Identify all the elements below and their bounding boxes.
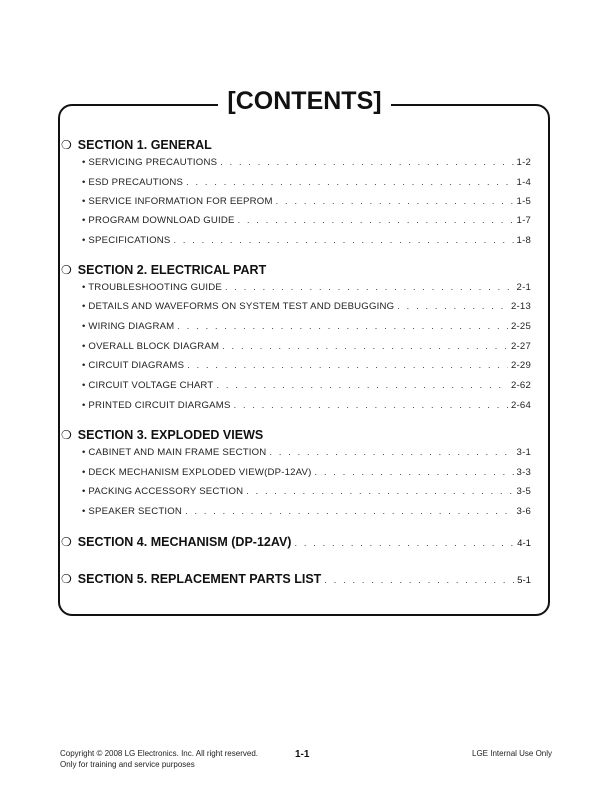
toc-entry-page: 2-25: [510, 321, 531, 332]
toc-entry[interactable]: [82, 467, 531, 478]
leader-dots: [276, 196, 514, 206]
usage-note: Only for training and service purposes: [60, 760, 195, 769]
leader-dots: [173, 235, 513, 245]
toc-entry[interactable]: [82, 447, 531, 458]
toc-entry-label: • CIRCUIT VOLTAGE CHART: [82, 380, 214, 391]
section-title: SECTION 1. GENERAL: [77, 138, 212, 152]
leader-dots: [216, 380, 508, 390]
toc-entry-label: • WIRING DIAGRAM: [82, 321, 175, 332]
toc-entry-label: • PROGRAM DOWNLOAD GUIDE: [82, 215, 235, 226]
toc-entry[interactable]: [82, 341, 531, 352]
section-4-entry[interactable]: [61, 535, 531, 549]
toc-entry-page: 1-5: [516, 196, 531, 207]
toc-entry-page: 1-4: [516, 177, 531, 188]
toc-entry-label: • SERVICING PRECAUTIONS: [82, 157, 218, 168]
toc-entry-page: 2-13: [510, 301, 531, 312]
toc-entry-page: 1-7: [516, 215, 531, 226]
leader-dots: [315, 467, 514, 477]
toc-entry[interactable]: [82, 400, 531, 411]
toc-entry-label: • CIRCUIT DIAGRAMS: [82, 360, 185, 371]
toc-entry[interactable]: [82, 177, 531, 188]
toc-entry-label: • TROUBLESHOOTING GUIDE: [82, 282, 222, 293]
toc-entry-label: • OVERALL BLOCK DIAGRAM: [82, 341, 220, 352]
page-number: 1-1: [295, 749, 310, 760]
leader-dots: [324, 575, 514, 585]
footer-copyright-block: [60, 748, 258, 770]
leader-dots: [186, 177, 513, 187]
ring-bullet-icon: ❍: [61, 535, 72, 549]
toc-entry-label: • SPECIFICATIONS: [82, 235, 171, 246]
toc-entry-label: • SPEAKER SECTION: [82, 506, 183, 517]
toc-entry[interactable]: [82, 301, 531, 312]
leader-dots: [177, 321, 508, 331]
toc-entry-label: • DETAILS AND WAVEFORMS ON SYSTEM TEST AND DEBUGGING: [82, 301, 395, 312]
section-5-entry[interactable]: [61, 572, 531, 586]
toc-entry[interactable]: [82, 282, 531, 293]
toc-entry-page: 3-3: [516, 467, 531, 478]
section-page: 5-1: [517, 575, 531, 586]
leader-dots: [238, 215, 514, 225]
ring-bullet-icon: ❍: [61, 263, 72, 277]
leader-dots: [185, 506, 513, 516]
toc-entry[interactable]: [82, 215, 531, 226]
leader-dots: [187, 360, 508, 370]
toc-entry-page: 2-1: [516, 282, 531, 293]
leader-dots: [220, 157, 513, 167]
toc-entry[interactable]: [82, 506, 531, 517]
leader-dots: [225, 282, 514, 292]
toc-entry[interactable]: [82, 486, 531, 497]
toc-entry[interactable]: [82, 321, 531, 332]
toc-entry-page: 2-27: [510, 341, 531, 352]
section-title: SECTION 5. REPLACEMENT PARTS LIST: [77, 572, 322, 586]
section-page: 4-1: [517, 538, 531, 549]
ring-bullet-icon: ❍: [61, 138, 72, 152]
toc-entry-label: • DECK MECHANISM EXPLODED VIEW(DP-12AV): [82, 467, 312, 478]
ring-bullet-icon: ❍: [61, 428, 72, 442]
section-title: SECTION 4. MECHANISM (DP-12AV): [77, 535, 292, 549]
section-3-heading[interactable]: [61, 428, 531, 442]
toc-entry-page: 2-29: [510, 360, 531, 371]
toc-entry-page: 1-2: [516, 157, 531, 168]
toc-entry-label: • CABINET AND MAIN FRAME SECTION: [82, 447, 267, 458]
copyright-text: Copyright © 2008 LG Electronics. Inc. All right reserved.: [60, 749, 258, 758]
leader-dots: [269, 447, 513, 457]
toc-entry[interactable]: [82, 196, 531, 207]
toc-entry-page: 2-62: [510, 380, 531, 391]
leader-dots: [397, 301, 508, 311]
internal-use-label: LGE Internal Use Only: [472, 749, 553, 758]
toc-entry[interactable]: [82, 380, 531, 391]
toc-entry-page: 1-8: [516, 235, 531, 246]
section-2-heading[interactable]: [61, 263, 531, 277]
page-title: [CONTENTS]: [0, 86, 609, 116]
ring-bullet-icon: ❍: [61, 572, 72, 586]
toc-entry[interactable]: [82, 360, 531, 371]
leader-dots: [222, 341, 508, 351]
toc-entry-label: • PACKING ACCESSORY SECTION: [82, 486, 244, 497]
section-title: SECTION 3. EXPLODED VIEWS: [77, 428, 264, 442]
leader-dots: [294, 538, 514, 548]
toc-entry-page: 3-6: [516, 506, 531, 517]
section-1-heading[interactable]: [61, 138, 531, 152]
toc-entry-label: • PRINTED CIRCUIT DIARGAMS: [82, 400, 231, 411]
leader-dots: [234, 400, 508, 410]
toc-entry-page: 3-1: [516, 447, 531, 458]
toc-entry[interactable]: [82, 235, 531, 246]
leader-dots: [246, 486, 513, 496]
toc-entry-label: • SERVICE INFORMATION FOR EEPROM: [82, 196, 273, 207]
toc-entry[interactable]: [82, 157, 531, 168]
toc-entry-page: 2-64: [510, 400, 531, 411]
section-title: SECTION 2. ELECTRICAL PART: [77, 263, 267, 277]
toc-entry-page: 3-5: [516, 486, 531, 497]
toc-entry-label: • ESD PRECAUTIONS: [82, 177, 184, 188]
